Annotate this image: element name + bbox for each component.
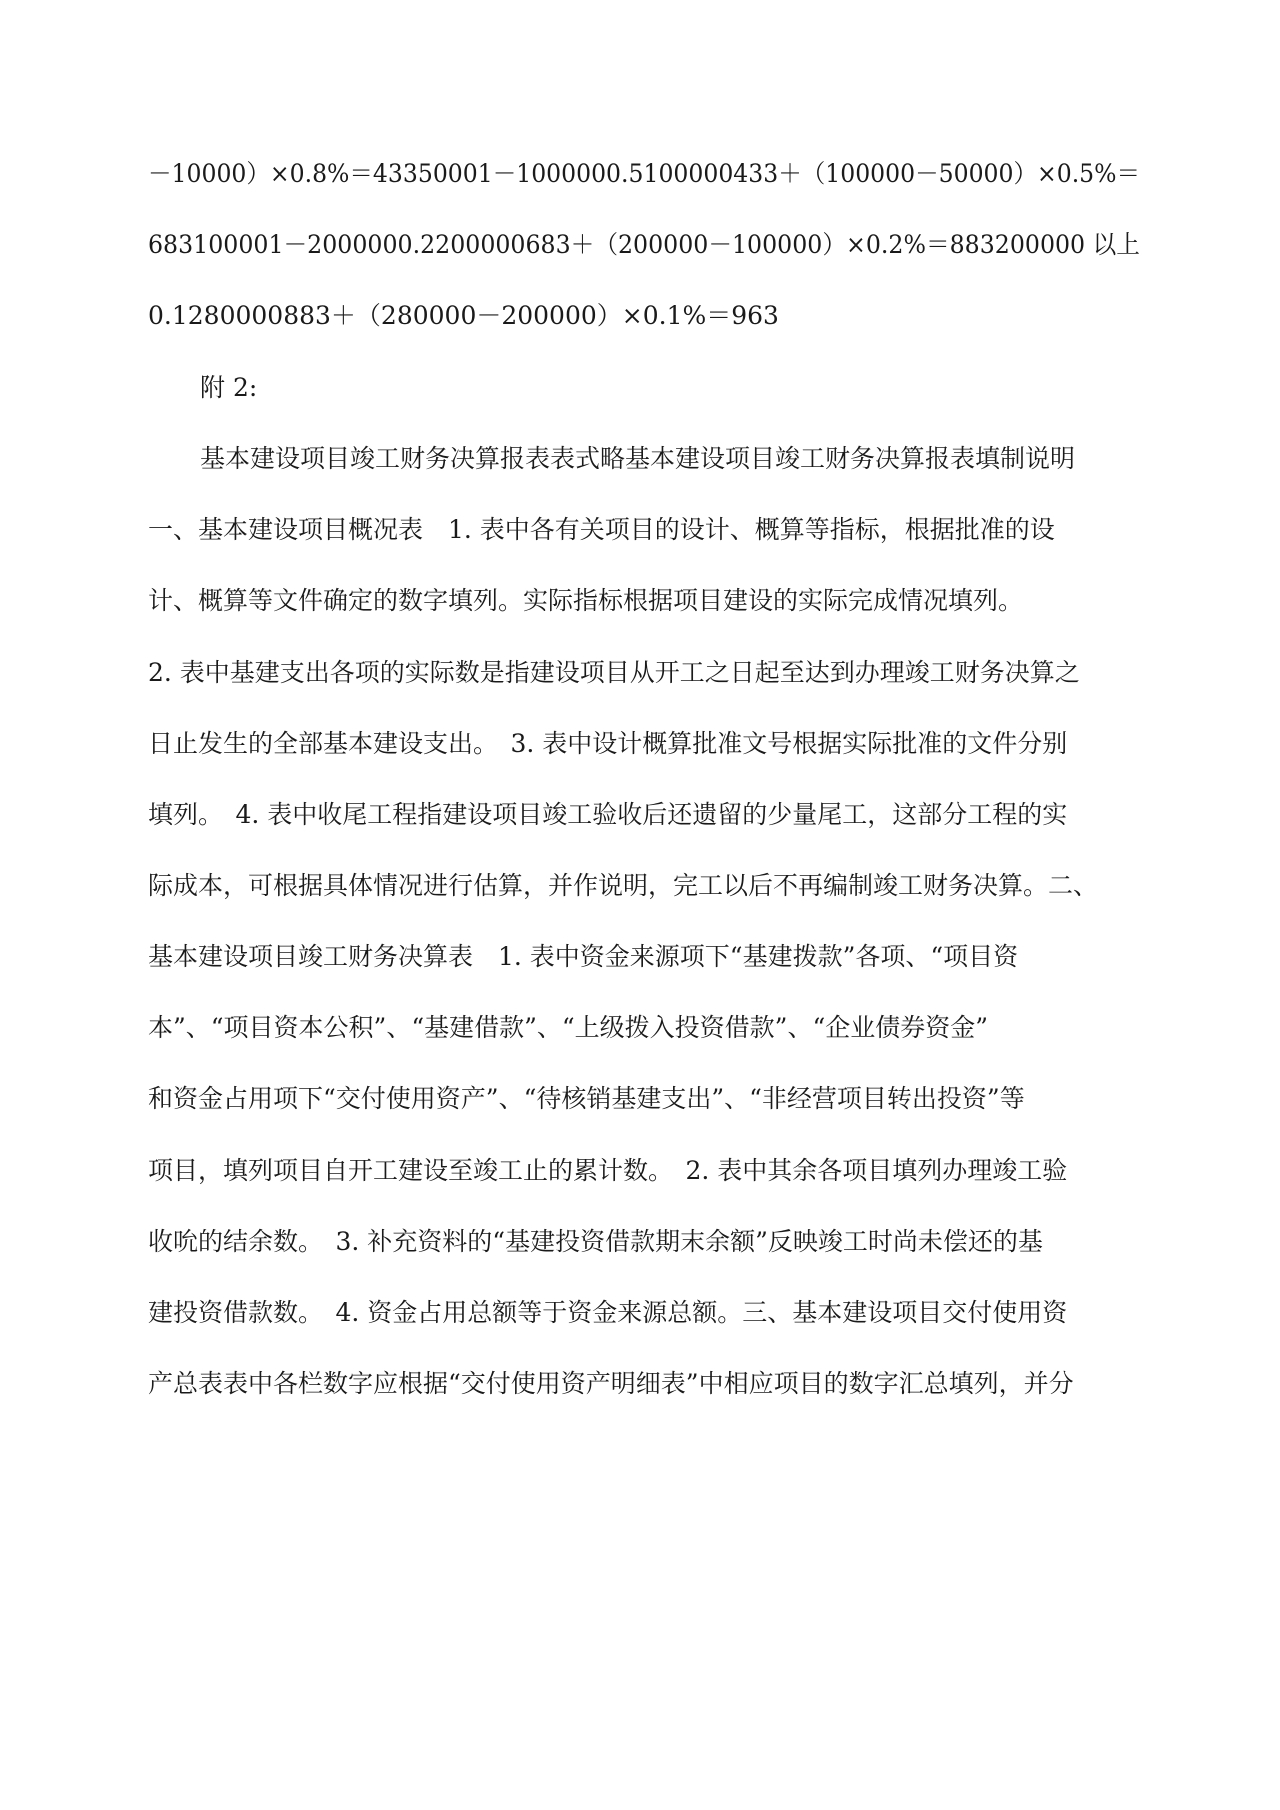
text-line-14: 和资金占用项下“交付使用资产”、“待核销基建支出”、“非经营项目转出投资”等: [148, 1084, 1025, 1113]
appendix-heading: 附 2:: [200, 373, 258, 402]
text-line-11: 际成本，可根据具体情况进行估算，并作说明，完工以后不再编制竣工财务决算。二、: [148, 871, 1099, 900]
text-line-3: 0.1280000883＋（280000－200000）×0.1%＝963: [148, 301, 779, 330]
text-line-5: 基本建设项目竣工财务决算报表表式略基本建设项目竣工财务决算报表填制说明: [200, 444, 1076, 473]
text-line-17: 建投资借款数。 4. 资金占用总额等于资金来源总额。三、基本建设项目交付使用资: [148, 1298, 1068, 1327]
text-line-16: 收吮的结余数。 3. 补充资料的“基建投资借款期末余额”反映竣工时尚未偿还的基: [148, 1227, 1043, 1256]
text-line-10: 填列。 4. 表中收尾工程指建设项目竣工验收后还遗留的少量尾工，这部分工程的实: [148, 800, 1068, 829]
text-line-13: 本”、“项目资本公积”、“基建借款”、“上级拨入投资借款”、“企业债券资金”: [148, 1013, 989, 1042]
text-line-9: 日止发生的全部基本建设支出。 3. 表中设计概算批准文号根据实际批准的文件分别: [148, 729, 1068, 758]
text-line-12: 基本建设项目竣工财务决算表 1. 表中资金来源项下“基建拨款”各项、“项目资: [148, 942, 1019, 971]
text-line-15: 项目，填列项目自开工建设至竣工止的累计数。 2. 表中其余各项目填列办理竣工验: [148, 1156, 1068, 1185]
text-line-2: 683100001－2000000.2200000683＋（200000－100000）×0.2%＝883200000 以上: [148, 230, 1140, 259]
text-line-6: 一、基本建设项目概况表 1. 表中各有关项目的设计、概算等指标，根据批准的设: [148, 515, 1055, 544]
text-line-18: 产总表表中各栏数字应根据“交付使用资产明细表”中相应项目的数字汇总填列，并分: [148, 1369, 1074, 1398]
text-line-7: 计、概算等文件确定的数字填列。实际指标根据项目建设的实际完成情况填列。: [148, 586, 1024, 615]
text-line-1: －10000）×0.8%＝43350001－1000000.5100000433＋（100000－50000）×0.5%＝: [148, 159, 1141, 188]
text-line-8: 2. 表中基建支出各项的实际数是指建设项目从开工之日起至达到办理竣工财务决算之: [148, 658, 1080, 687]
